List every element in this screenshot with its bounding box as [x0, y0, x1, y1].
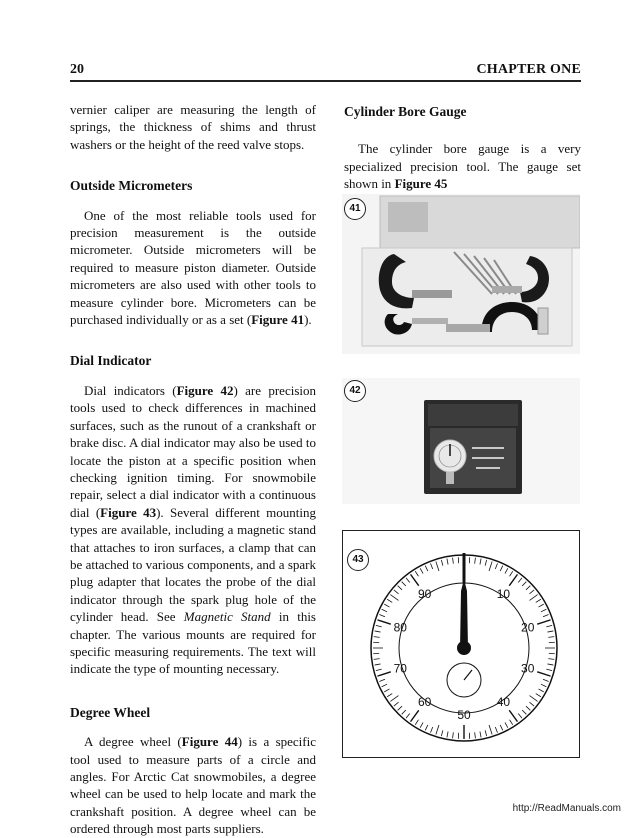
dial-tick — [546, 625, 552, 626]
dial-tick — [453, 558, 454, 564]
dial-indicator-paragraph: Dial indicators (Figure 42) are precision tools used to check differences in machined surfaces, such as the runout of a crankshaft or brake disc. A dial indicator may also be used to locate the piston at a specific position when checking ignition timing. For snowmobile repair, select a dial indicator with a continuous dial (Figure 43). Several different mounting types are available, including a magnetic stand that attaches to iron surfaces, a clamp that can be attached to various components, and a spark plug adapter that locates the probe of the dial indicator through the spark plug hole of the cylinder head. See Magnetic Stand in this chapter. The various mounts are required for specific measuring requirements. The text will indicate the type of mounting necessary. — [70, 382, 316, 678]
dial-tick — [480, 559, 481, 565]
dial-tick — [495, 563, 497, 569]
continuous-dial-drawing — [343, 531, 581, 759]
dial-tick — [394, 702, 399, 706]
dial-tick — [387, 694, 392, 697]
dial-tick — [505, 722, 508, 727]
dial-tick — [394, 590, 399, 594]
section-heading-dial-indicator: Dial Indicator — [70, 352, 316, 369]
dial-tick — [453, 732, 454, 738]
dial-tick — [382, 684, 387, 687]
dial-tick — [384, 689, 389, 692]
degree-wheel-paragraph: A degree wheel (Figure 44) is a specific tool used to measure parts of a circle and angles. For Arctic Cat snowmobiles, a degree wheel can be used to help locate and mark the crankshaft position. A degree wheel can be ordered through most parts suppliers. — [70, 733, 316, 837]
dial-label-90: 90 — [418, 587, 432, 601]
dial-tick — [505, 568, 508, 573]
dial-tick — [526, 706, 530, 710]
dial-tick — [379, 679, 385, 681]
figure-ref-41: Figure 41 — [251, 312, 304, 327]
dial-tick — [420, 722, 423, 727]
header-rule — [70, 80, 581, 82]
dial-label-60: 60 — [418, 695, 432, 709]
dial-tick — [541, 684, 546, 687]
dial-tick — [441, 560, 442, 566]
dial-tick — [543, 679, 549, 681]
dial-tick — [374, 659, 380, 660]
dial-tick — [406, 578, 410, 583]
dial-tick — [546, 669, 552, 670]
dial-tick — [398, 586, 402, 590]
dial-tick — [522, 582, 526, 586]
intro-paragraph: vernier caliper are measuring the length of springs, the thickness of shims and thrust washers or the height of the reed valve stops. — [70, 101, 316, 153]
dial-tick — [406, 713, 410, 718]
dial-tick — [537, 672, 550, 676]
section-heading-cylinder-bore-gauge: Cylinder Bore Gauge — [344, 103, 581, 120]
dial-label-70: 70 — [394, 662, 408, 676]
dial-tick — [411, 710, 419, 721]
dial-tick — [489, 725, 492, 735]
dial-tick — [538, 689, 543, 692]
dial-tick — [376, 669, 382, 670]
figure-43 — [342, 530, 580, 758]
dial-tick — [377, 620, 390, 624]
dial-tick — [390, 595, 398, 601]
dial-tick — [510, 571, 513, 576]
dial-tick — [547, 631, 553, 632]
figure-ref-42: Figure 42 — [177, 383, 234, 398]
cylinder-bore-gauge-paragraph: The cylinder bore gauge is a very specialized precision tool. The gauge set shown in Figure 45 — [344, 140, 581, 192]
dial-needle — [460, 579, 468, 649]
revolution-counter-pointer — [464, 670, 472, 680]
dial-tick — [500, 725, 503, 730]
dial-label-40: 40 — [497, 695, 511, 709]
dial-tick — [495, 727, 497, 733]
dial-tick — [509, 574, 517, 585]
dial-tick — [382, 609, 387, 612]
dial-label-10: 10 — [497, 587, 511, 601]
dial-tick — [529, 702, 534, 706]
dial-label-30: 30 — [521, 662, 535, 676]
dial-tick — [431, 563, 433, 569]
figure-42 — [342, 378, 580, 504]
dial-tick — [529, 590, 534, 594]
figure-ref-44: Figure 44 — [182, 734, 238, 749]
dial-tick — [415, 571, 418, 576]
dial-tick — [379, 615, 385, 617]
right-column — [344, 103, 581, 193]
outside-micrometers-paragraph: One of the most reliable tools used for precision measurement is the outside micrometer. Outside micrometers will be required to measure piston diameter. Outside micrometers are also used with other tools to measure cylinder bore. Micrometers can be purchased individually or as a set (Figure 41). — [70, 207, 316, 329]
dial-tick — [500, 566, 503, 571]
dial-tick — [475, 732, 476, 738]
figure-ref-43: Figure 43 — [100, 505, 156, 520]
figure-ref-45: Figure 45 — [395, 176, 448, 191]
dial-tick — [415, 720, 418, 725]
dial-tick — [510, 720, 513, 725]
dial-tick — [375, 664, 381, 665]
dial-tick — [387, 599, 392, 602]
dial-tick — [530, 595, 538, 601]
dial-tick — [485, 730, 486, 736]
dial-tick — [374, 637, 380, 638]
dial-tick — [376, 625, 382, 626]
left-column — [70, 101, 316, 838]
dial-tick — [536, 694, 541, 697]
dial-tick — [377, 672, 390, 676]
dial-tick — [530, 696, 538, 702]
dial-tick — [489, 561, 492, 571]
page-number: 20 — [70, 62, 84, 78]
dial-tick — [548, 659, 554, 660]
dial-tick — [509, 710, 517, 721]
dial-needle-hub — [457, 641, 471, 655]
dial-tick — [547, 664, 553, 665]
section-heading-outside-micrometers: Outside Micrometers — [70, 177, 316, 194]
dial-tick — [475, 558, 476, 564]
footer-url: http://ReadManuals.com — [513, 803, 621, 814]
dial-tick — [536, 599, 541, 602]
dial-tick — [447, 731, 448, 737]
dial-tick — [402, 582, 406, 586]
dial-tick — [441, 730, 442, 736]
dial-tick — [537, 620, 550, 624]
figure-badge-42: 42 — [344, 380, 366, 402]
dial-tick — [384, 604, 389, 607]
micrometer-set-photo — [342, 194, 580, 354]
dial-tick — [526, 586, 530, 590]
dial-tick — [425, 566, 428, 571]
dial-tick — [538, 604, 543, 607]
magnetic-stand-ref: Magnetic Stand — [184, 609, 271, 624]
dial-tick — [398, 706, 402, 710]
dial-tick — [436, 725, 439, 735]
dial-tick — [485, 560, 486, 566]
dial-label-50: 50 — [457, 708, 471, 722]
dial-tick — [425, 725, 428, 730]
figure-badge-43: 43 — [347, 549, 369, 571]
dial-tick — [375, 631, 381, 632]
dial-label-20: 20 — [521, 620, 535, 634]
dial-tick — [447, 559, 448, 565]
dial-tick — [431, 727, 433, 733]
dial-tick — [541, 609, 546, 612]
figure-41 — [342, 194, 580, 354]
dial-tick — [518, 578, 522, 583]
dial-tick — [390, 696, 398, 702]
dial-tick — [480, 731, 481, 737]
dial-tick — [402, 710, 406, 714]
dial-tick — [543, 615, 549, 617]
dial-tick — [548, 637, 554, 638]
dial-tick — [522, 710, 526, 714]
dial-tick — [436, 561, 439, 571]
dial-tick — [420, 568, 423, 573]
section-heading-degree-wheel: Degree Wheel — [70, 704, 316, 721]
running-head: CHAPTER ONE — [477, 62, 582, 78]
dial-tick — [518, 713, 522, 718]
figure-badge-41: 41 — [344, 198, 366, 220]
dial-label-80: 80 — [394, 620, 408, 634]
dial-indicator-case-photo — [342, 378, 580, 504]
dial-tick — [411, 574, 419, 585]
